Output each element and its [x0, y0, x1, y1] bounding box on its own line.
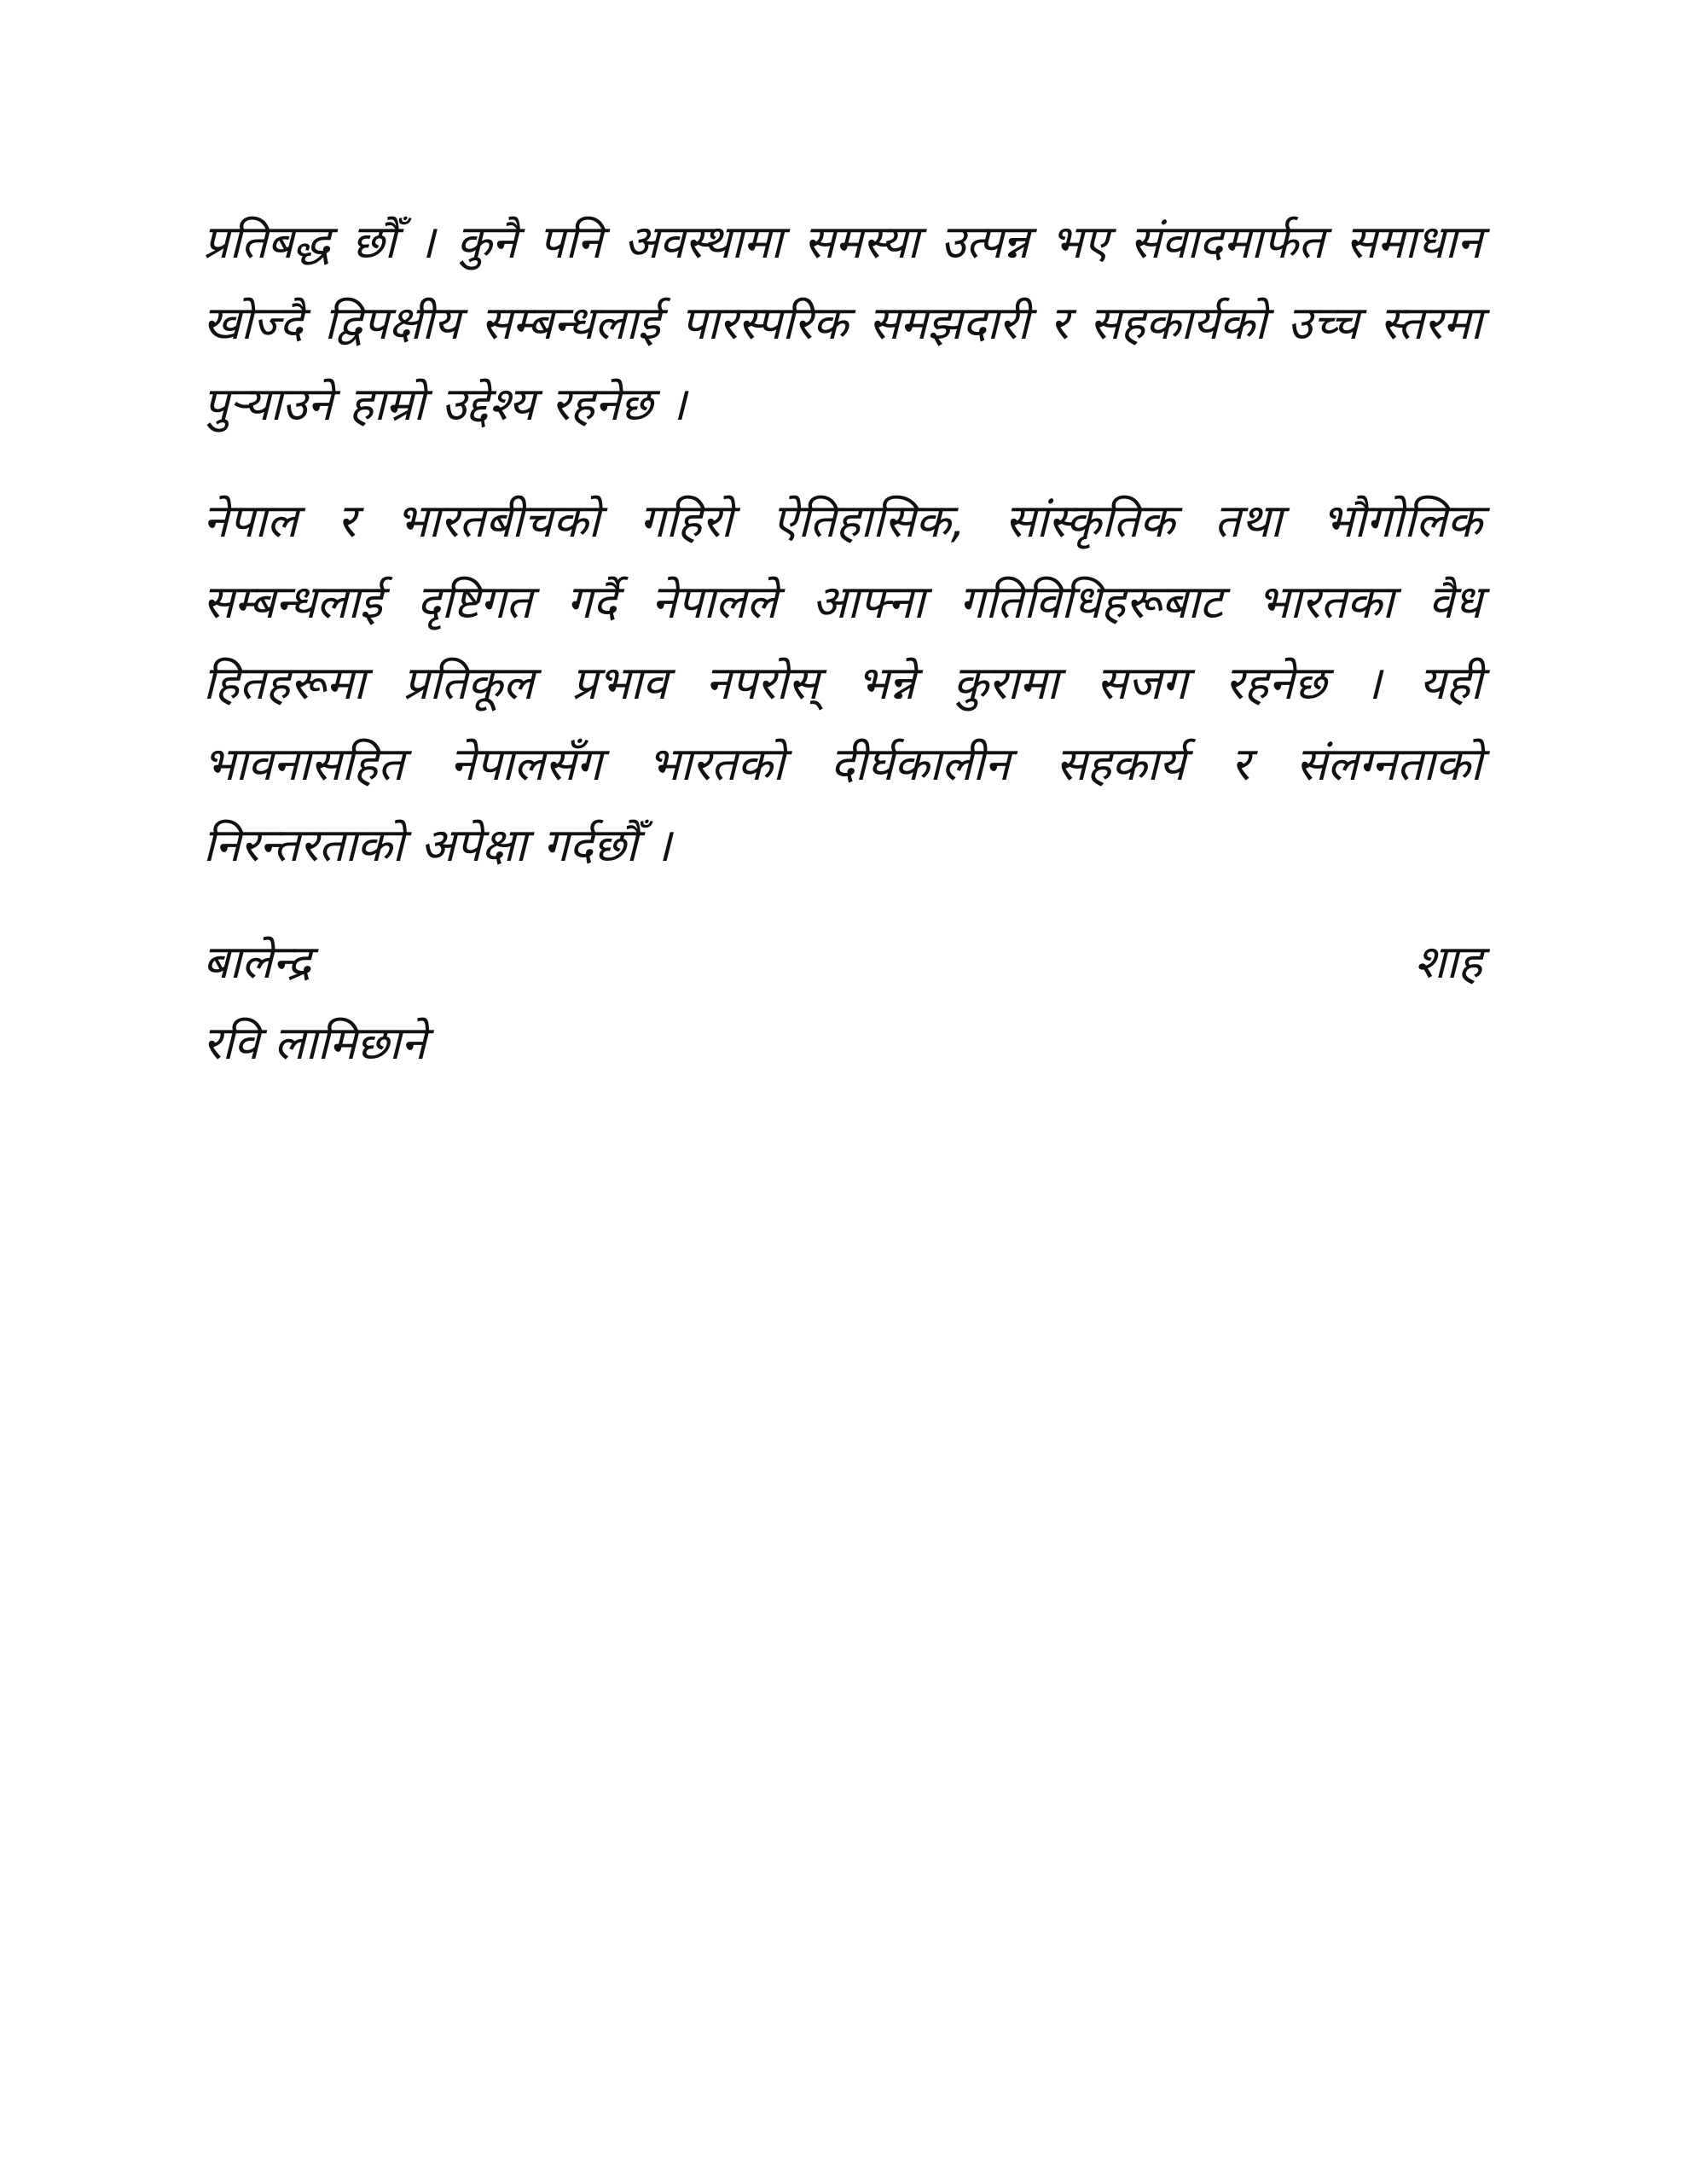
paragraph-commitment: प्रतिबद्ध छौँ । कुनै पनि अवस्थामा समस्या उत्पन्न भए संवादमार्फत समाधान खोज्दै द्विपक्षीय सम्बन्धलाई पारस्परिक समझदारी र सहकार्यको उच्च स्तरमा पुर्‍याउने हाम्रो उद्देश्य रहनेछ । [203, 215, 1482, 431]
paragraph-relations: नेपाल र भारतबीचको गहिरो ऐतिहासिक, सांस्कृतिक तथा भौगोलिक सम्बन्धलाई दृष्टिगत गर्दै नेपालले आफ्ना गतिविधिहरूबाट भारतका वैध हितहरूमा प्रतिकूल प्रभाव नपरोस् भन्ने कुरामा सजग रहनेछ । यही भावनासहित नेपालसँग भारतको दीर्घकालीन सहकार्य र संलग्नताको निरन्तरताको अपेक्षा गर्दछौँ । [203, 494, 1482, 872]
signature-name-balendra: बालेन्द्र [203, 935, 311, 989]
signature-row [203, 921, 1482, 1002]
signature-name-rabi-lamichhane: रवि लामिछाने [203, 1016, 426, 1070]
signature-block [203, 921, 1482, 1083]
document-body [203, 201, 1482, 1083]
signature-name-shah: शाह [1414, 935, 1482, 989]
